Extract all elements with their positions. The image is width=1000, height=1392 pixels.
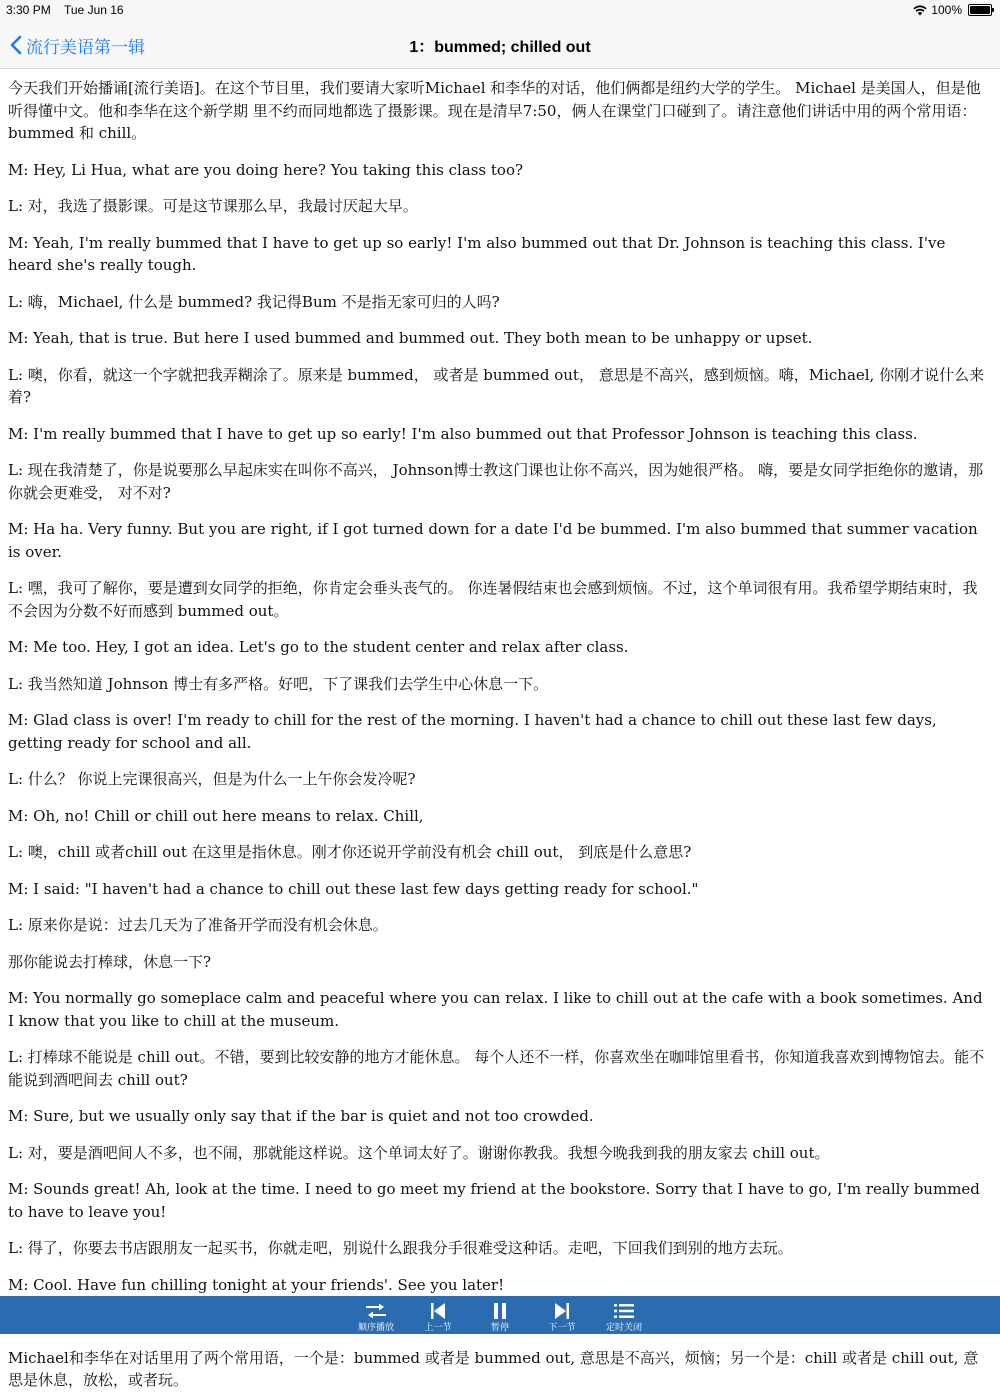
- battery-icon: [968, 4, 992, 16]
- next-button[interactable]: [531, 1296, 593, 1334]
- dialogue-paragraph: M: I'm really bummed that I have to get up so early! I'm also bummed out that Professor Johnson is teaching this class.: [8, 424, 918, 443]
- timer-close-button[interactable]: [593, 1296, 655, 1334]
- shuffle-button[interactable]: [345, 1296, 407, 1334]
- dialogue-paragraph: L: 噢，你看，就这一个字就把我弄糊涂了。原来是 bummed， 或者是 bummed out， 意思是不高兴，感到烦恼。嗨，Michael, 你刚才说什么来着?: [8, 365, 985, 406]
- dialogue-paragraph: L: 嗨，Michael, 什么是 bummed? 我记得Bum 不是指无家可归的人吗?: [8, 292, 500, 311]
- dialogue-paragraph: M: Sounds great! Ah, look at the time. I need to go meet my friend at the bookstore. Sorry that I have to go, I'm really bummed to have to leave you!: [8, 1180, 980, 1221]
- dialogue-paragraph: Michael和李华在对话里用了两个常用语，一个是：bummed 或者是 bummed out, 意思是不高兴，烦恼；另一个是：chill 或者是 chill out, 意思是休息，放松，或者玩。: [8, 1348, 979, 1389]
- pause-label: 暂停: [490, 1322, 509, 1332]
- next-label: 下一节: [548, 1322, 576, 1332]
- battery-percent: 100%: [931, 3, 962, 17]
- shuffle-icon: [364, 1302, 388, 1320]
- dialogue-paragraph: M: I said: "I haven't had a chance to chill out these last few days getting ready for school.": [8, 879, 699, 898]
- dialogue-paragraph: L: 得了，你要去书店跟朋友一起买书，你就走吧，别说什么跟我分手很难受这种话。走吧，下回我们到别的地方去玩。: [8, 1239, 793, 1257]
- dialogue-paragraph: L: 噢，chill 或者chill out 在这里是指休息。刚才你还说开学前没有机会 chill out， 到底是什么意思?: [8, 843, 692, 861]
- dialogue-paragraph: M: Sure, but we usually only say that if the bar is quiet and not too crowded.: [8, 1107, 594, 1125]
- dialogue-paragraph: M: Oh, no! Chill or chill out here means to relax. Chill,: [8, 806, 424, 825]
- dialogue-paragraph: L: 嘿，我可了解你，要是遭到女同学的拒绝，你肯定会垂头丧气的。 你连暑假结束也会感到烦恼。不过，这个单词很有用。我希望学期结束时，我不会因为分数不好而感到 bummed out。: [8, 579, 978, 620]
- status-time: 3:30 PM: [6, 3, 51, 17]
- player-toolbar: [0, 1296, 1000, 1334]
- previous-label: 上一节: [424, 1322, 452, 1332]
- previous-button[interactable]: [407, 1296, 469, 1334]
- dialogue-paragraph: L: 我当然知道 Johnson 博士有多严格。好吧，下了课我们去学生中心休息一下。: [8, 674, 549, 693]
- dialogue-paragraph: L: 什么？ 你说上完课很高兴，但是为什么一上午你会发冷呢?: [8, 770, 416, 788]
- dialogue-paragraph: L: 现在我清楚了，你是说要那么早起床实在叫你不高兴， Johnson博士教这门课也让你不高兴，因为她很严格。 嗨，要是女同学拒绝你的邀请，那你就会更难受， 对不对?: [8, 461, 984, 502]
- pause-button[interactable]: [469, 1296, 531, 1334]
- previous-track-icon: [428, 1302, 448, 1320]
- timer-close-label: 定时关闭: [605, 1322, 642, 1332]
- dialogue-paragraph: M: Ha ha. Very funny. But you are right, if I got turned down for a date I'd be bummed. I'm also bummed that summer vacation is over.: [8, 520, 978, 561]
- dialogue-paragraph: M: Yeah, I'm really bummed that I have to get up so early! I'm also bummed out that Dr. Johnson is teaching this class. I've heard she's really tough.: [8, 233, 946, 274]
- dialogue-paragraph: M: Cool. Have fun chilling tonight at your friends'. See you later!: [8, 1275, 505, 1294]
- dialogue-paragraph: M: You normally go someplace calm and peaceful where you can relax. I like to chill out at the cafe with a book sometimes. And I know that you like to chill at the museum.: [8, 989, 983, 1030]
- dialogue-paragraph: L: 打棒球不能说是 chill out。不错，要到比较安静的地方才能休息。 每个人还不一样，你喜欢坐在咖啡馆里看书，你知道我喜欢到博物馆去。能不能说到酒吧间去 chill out?: [8, 1048, 985, 1089]
- battery-fill: [970, 6, 990, 14]
- dialogue-paragraph: L: 对，我选了摄影课。可是这节课那么早，我最讨厌起大早。: [8, 197, 418, 215]
- back-button-label: 流行美语第一辑: [26, 37, 145, 57]
- page-title: 1：bummed; chilled out: [409, 39, 591, 56]
- next-track-icon: [552, 1302, 572, 1320]
- dialogue-paragraph: M: Glad class is over! I'm ready to chill for the rest of the morning. I haven't had a chance to chill out these last few days, getting ready for school and all.: [8, 711, 937, 752]
- pause-icon: [490, 1302, 510, 1320]
- dialogue-paragraph: L: 对，要是酒吧间人不多，也不闹，那就能这样说。这个单词太好了。谢谢你教我。我想今晚我到我的朋友家去 chill out。: [8, 1143, 830, 1162]
- status-date: Tue Jun 16: [64, 3, 124, 17]
- dialogue-paragraph: M: Hey, Li Hua, what are you doing here? You taking this class too?: [8, 160, 524, 179]
- dialogue-paragraph: L: 原来你是说：过去几天为了准备开学而没有机会休息。: [8, 916, 388, 934]
- wifi-icon: [913, 5, 927, 16]
- status-bar: [0, 0, 1000, 22]
- dialogue-paragraph: M: Me too. Hey, I got an idea. Let's go to the student center and relax after class.: [8, 638, 629, 656]
- shuffle-label: 顺序播放: [357, 1322, 394, 1332]
- navigation-bar: [0, 22, 1000, 69]
- status-right: [913, 3, 992, 17]
- dialogue-paragraph: 今天我们开始播诵[流行美语]。在这个节目里，我们要请大家听Michael 和李华的对话，他们俩都是纽约大学的学生。 Michael 是美国人，但是他听得懂中文。他和李华在这个新学期 里不约而同地都选了摄影课。现在是清早7:50，俩人在课堂门口碰到了。请注意他们讲话中用的两个常用语：bummed 和 chill。: [8, 79, 981, 142]
- dialogue-paragraph: 那你能说去打棒球，休息一下?: [8, 952, 212, 971]
- list-timer-icon: [613, 1302, 635, 1320]
- dialogue-paragraph: M: Yeah, that is true. But here I used bummed and bummed out. They both mean to be unhappy or upset.: [8, 329, 813, 347]
